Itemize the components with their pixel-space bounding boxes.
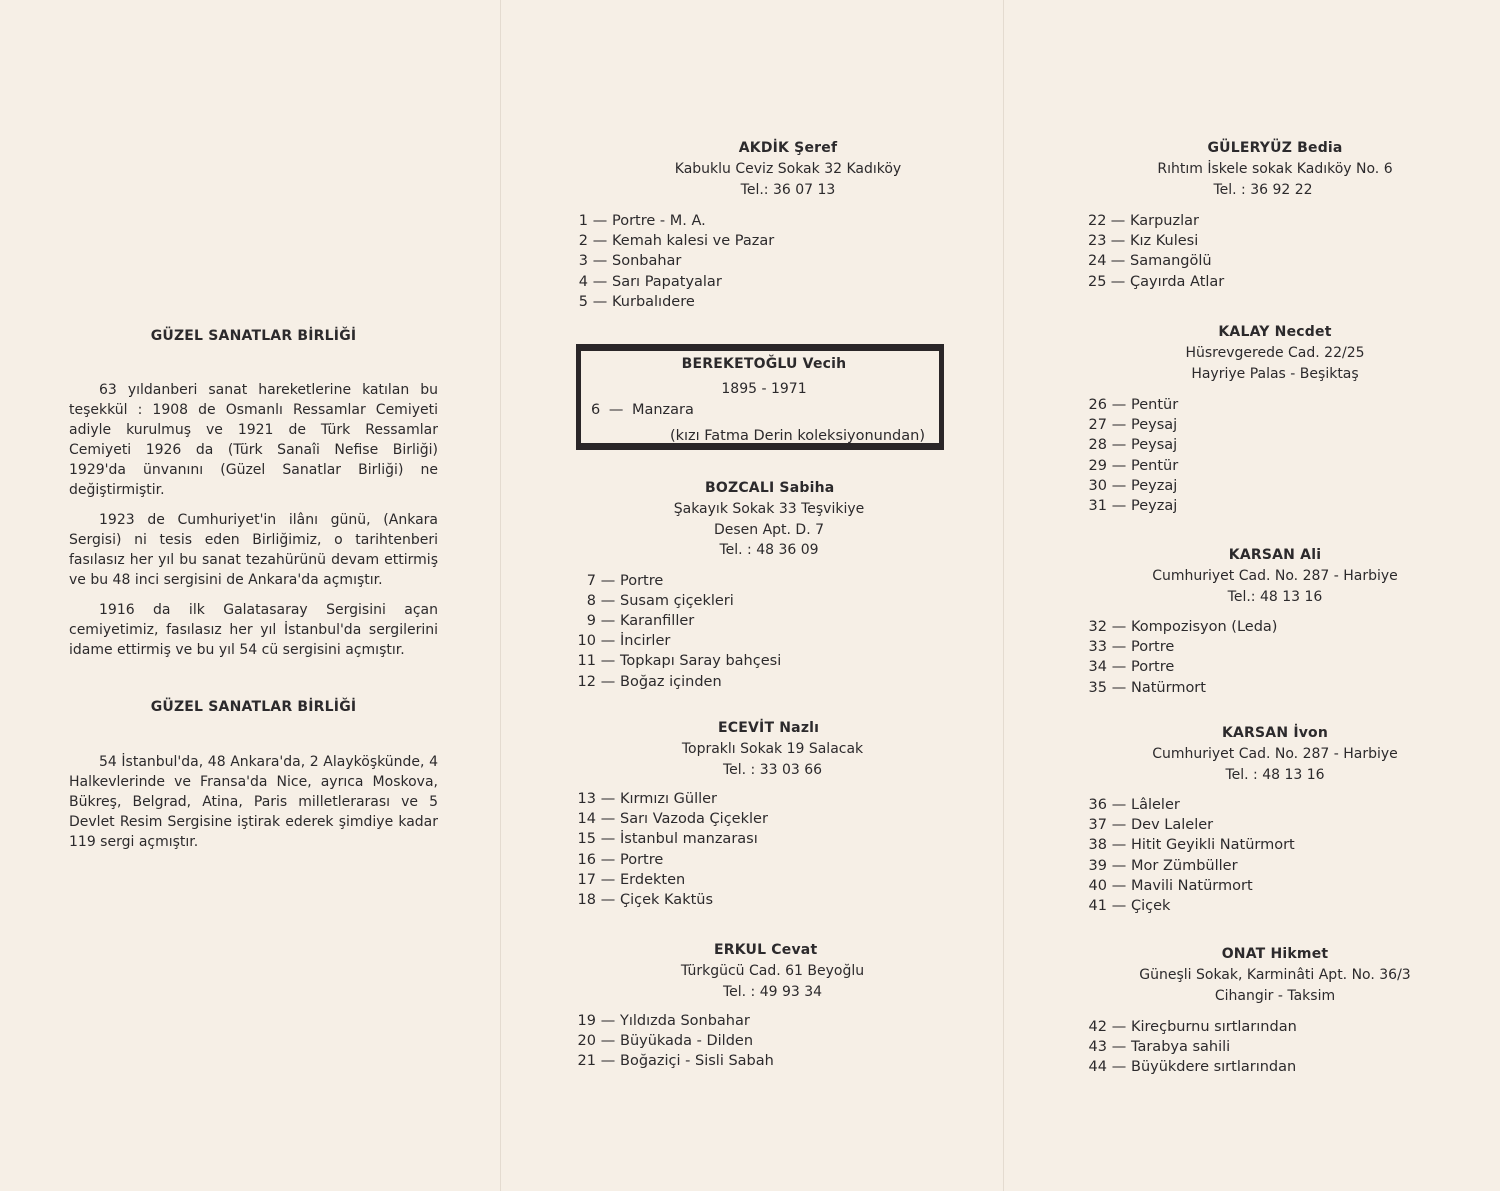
dash: — [1111,639,1127,656]
fold-line-right [1003,0,1004,1191]
work-list [1088,617,1468,698]
artist-address-line-2: Desen Apt. D. 7 [713,521,825,538]
dash: — [1111,898,1127,915]
dash: — [1111,1039,1127,1056]
work-item [1088,637,1468,657]
work-title: Büyükdere sırtlarından [1131,1059,1297,1076]
dash: — [1111,659,1127,676]
work-title: Sonbahar [612,253,682,270]
paragraph-istanbul: 1916 da ilk Galatasaray Sergisini açan cemiyetimiz, fasılasız her yıl İstanbul'da sergilerini idame ettirmiş ve bu yıl 54 cü sergisini açmıştır. [69,602,438,658]
work-title: Erdekten [620,871,686,888]
work-number: 21 [577,1053,596,1070]
work-number: 2 [578,233,588,250]
work-number: 31 [1088,498,1107,515]
dash: — [600,831,616,848]
artist-address: Hüsrevgerede Cad. 22/25 [1185,345,1365,361]
work-item [560,1051,970,1071]
work-item [1088,856,1468,876]
work-number: 11 [577,653,596,670]
paragraph-history: 63 yıldanberi sanat hareketlerine katılan bu teşekkül : 1908 de Osmanlı Ressamlar Cemiyeti adiyle kurulmuş ve 1921 de Türk Ressamlar Cemiyeti 1926 da (Türk Sanaîi Nefise Birliği) 1929'da ünvanını (Güzel Sanatlar Birliği) ne değiştirmiştir. [69,382,438,498]
work-title: Tarabya sahili [1131,1039,1231,1056]
work-title: Mavili Natürmort [1131,877,1253,894]
work-item [1088,835,1468,855]
work-title: Kız Kulesi [1130,233,1199,250]
work-item [591,402,694,418]
artist-address-line-2: Hayriye Palas - Beşiktaş [1191,365,1359,382]
work-item [560,1011,970,1031]
artist-name: BEREKETOĞLU Vecih [681,356,847,372]
work-number: 38 [1088,837,1107,854]
left-heading-2: GÜZEL SANATLAR BİRLİĞİ [150,699,357,715]
artist-block-erkul [560,942,970,1072]
work-item [560,211,970,231]
work-title: Portre [620,572,664,589]
work-number: 14 [577,811,596,828]
work-number: 33 [1088,639,1107,656]
work-number: 27 [1088,417,1107,434]
work-number: 32 [1088,619,1107,635]
work-item [560,631,970,651]
work-title: Portre [620,851,664,868]
left-heading-1: GÜZEL SANATLAR BİRLİĞİ [150,328,357,344]
left-exhibitions-text [69,752,438,862]
artist-block-guleryuz [1088,140,1468,292]
artist-address: Cumhuriyet Cad. No. 287 - Harbiye [1152,568,1398,584]
artist-block-kalay [1088,324,1468,516]
work-title: Çiçek Kaktüs [620,892,714,909]
work-number: 42 [1088,1019,1107,1035]
dash: — [1111,877,1127,894]
dash: — [1110,233,1126,250]
work-title: Boğaziçi - Sisli Sabah [620,1053,774,1070]
work-item [1088,617,1468,637]
work-item [1088,795,1468,815]
work-number: 1 [578,213,588,229]
dash: — [1111,817,1127,834]
dash: — [1111,498,1127,515]
dash: — [600,592,616,609]
work-number: 19 [577,1013,596,1029]
work-title: Kireçburnu sırtlarından [1131,1019,1297,1035]
artist-phone: Tel. : 48 13 16 [1225,766,1325,783]
artist-name: KARSAN İvon [1221,725,1329,741]
work-number: 5 [578,293,588,310]
work-title: Portre - M. A. [612,213,706,229]
artist-phone: Tel.: 48 13 16 [1227,588,1323,605]
work-number: 43 [1088,1039,1107,1056]
artist-phone: Tel. : 49 93 34 [722,983,823,1000]
work-item [1088,211,1468,231]
dash: — [600,653,616,670]
dash: — [1111,797,1127,813]
fold-line-left [500,0,501,1191]
work-list [560,571,970,692]
work-number: 41 [1088,898,1107,915]
work-item [560,231,970,251]
work-title: Peysaj [1131,417,1178,434]
work-title: Sarı Papatyalar [612,273,722,290]
work-list [1088,211,1468,292]
dash: — [600,572,616,589]
dash: — [1110,253,1126,270]
work-title: Topkapı Saray bahçesi [620,653,782,670]
artist-name: KALAY Necdet [1218,324,1332,340]
work-number: 26 [1088,397,1107,413]
work-title: Çiçek [1131,898,1171,915]
work-item [1088,251,1468,271]
work-title: Karanfiller [620,612,695,629]
work-title: Peyzaj [1131,477,1178,494]
work-item [1088,896,1468,916]
work-item [560,789,970,809]
artist-phone: Tel. : 33 03 66 [722,761,823,778]
work-number: 3 [578,253,588,270]
dash: — [1111,417,1127,434]
work-title: Portre [1131,639,1175,656]
dash: — [600,851,616,868]
dash: — [1111,397,1127,413]
artist-phone: Tel.: 36 07 13 [740,181,836,198]
artist-address: Türkgücü Cad. 61 Beyoğlu [680,963,865,979]
work-item [1088,272,1468,292]
work-item [560,591,970,611]
dash: — [600,871,616,888]
dash: — [592,253,608,270]
work-number: 10 [577,633,596,650]
dash: — [1111,457,1127,474]
work-item [560,292,970,312]
work-item [1088,1057,1468,1077]
artist-address-line-2: Cihangir - Taksim [1214,987,1336,1004]
dash: — [600,892,616,909]
work-number: 18 [577,892,596,909]
work-item [1088,678,1468,698]
dash: — [592,293,608,310]
paragraph-exhibitions: 54 İstanbul'da, 48 Ankara'da, 2 Alayköşkünde, 4 Halkevlerinde ve Fransa'da Nice, ayrıca Moskova, Bükreş, Belgrad, Atina, Paris milletlerarası ve 5 Devlet Resim Sergisine iştirak ederek şimdiye kadar 119 sergi açmıştır. [69,754,438,850]
work-number: 9 [586,612,596,629]
work-item [1088,415,1468,435]
work-item [560,870,970,890]
left-intro-text [69,380,438,670]
artist-phone: Tel. : 36 92 22 [1213,181,1313,198]
work-number: 16 [577,851,596,868]
artist-address: Şakayık Sokak 33 Teşvikiye [673,501,865,517]
work-number: 24 [1088,253,1107,270]
work-title: Karpuzlar [1130,213,1199,229]
work-number: 7 [586,572,596,589]
dash: — [1111,1059,1127,1076]
work-list [560,1011,970,1072]
work-item [560,890,970,910]
artist-name: ECEVİT Nazlı [718,720,820,736]
work-item [560,651,970,671]
work-item [1088,815,1468,835]
work-title: Sarı Vazoda Çiçekler [620,811,768,828]
work-title: Manzara [631,402,694,418]
work-title: Kemah kalesi ve Pazar [612,233,775,250]
work-list [1088,795,1468,916]
work-title: Kompozisyon (Leda) [1131,619,1278,635]
work-number: 30 [1088,477,1107,494]
work-title: Mor Zümbüller [1131,857,1238,874]
dash: — [600,1013,616,1029]
work-item [1088,476,1468,496]
work-number: 8 [586,592,596,609]
artist-block-onat [1088,946,1468,1078]
artist-address: Rıhtım İskele sokak Kadıköy No. 6 [1157,161,1393,177]
dash: — [600,811,616,828]
dash: — [600,791,616,807]
work-title: Hitit Geyikli Natürmort [1131,837,1295,854]
work-title: Pentür [1131,397,1179,413]
dash: — [600,612,616,629]
work-number: 15 [577,831,596,848]
work-number: 37 [1088,817,1107,834]
work-number: 4 [578,273,588,290]
work-title: Natürmort [1131,679,1206,696]
work-number: 44 [1088,1059,1107,1076]
work-item [1088,395,1468,415]
work-number: 40 [1088,877,1107,894]
work-title: Büyükada - Dilden [620,1033,754,1050]
work-item [1088,456,1468,476]
work-number: 20 [577,1033,596,1050]
work-item [1088,1017,1468,1037]
work-title: İstanbul manzarası [620,831,758,848]
work-item [560,611,970,631]
work-title: Çayırda Atlar [1130,273,1225,290]
dash: — [600,1053,616,1070]
dash: — [600,1033,616,1050]
work-item [1088,435,1468,455]
artist-address: Güneşli Sokak, Karminâti Apt. No. 36/3 [1139,967,1411,983]
work-title: Peysaj [1131,437,1178,454]
work-number: 28 [1088,437,1107,454]
work-item [1088,231,1468,251]
artist-name: AKDİK Şeref [738,140,838,156]
work-number: 13 [577,791,596,807]
dash: — [592,233,608,250]
work-title: Kurbalıdere [612,293,695,310]
work-title: Portre [1131,659,1175,676]
work-list [560,211,970,312]
work-title: Boğaz içinden [620,673,722,690]
work-item [560,272,970,292]
dash: — [1111,679,1127,696]
work-number: 12 [577,673,596,690]
artist-phone: Tel. : 48 36 09 [719,542,819,558]
dash: — [1111,857,1127,874]
dash: — [1111,437,1127,454]
work-item [1088,1037,1468,1057]
work-list [1088,1017,1468,1078]
work-item [1088,876,1468,896]
work-number: 25 [1088,273,1107,290]
work-title: Dev Laleler [1131,817,1214,834]
artist-name: ONAT Hikmet [1221,946,1329,962]
artist-address: Cumhuriyet Cad. No. 287 - Harbiye [1152,746,1398,762]
work-number: 35 [1088,679,1107,696]
dash: — [1111,837,1127,854]
artist-name: ERKUL Cevat [714,942,818,958]
dash: — [1110,213,1126,229]
work-item [560,251,970,271]
work-title: Lâleler [1131,797,1180,813]
dash: — [1111,477,1127,494]
artist-block-karsan-ali [1088,547,1468,698]
dash: — [1111,1019,1127,1035]
work-title: Susam çiçekleri [620,592,734,609]
work-title: Peyzaj [1131,498,1178,515]
artist-name: BOZCALI Sabiha [705,480,835,496]
work-title: Samangölü [1130,253,1212,270]
work-number: 36 [1088,797,1107,813]
artist-years: 1895 - 1971 [721,381,807,397]
dash: — [1111,619,1127,635]
work-number: 39 [1088,857,1107,874]
artist-block-akdik [560,140,970,312]
work-number: 22 [1088,213,1107,229]
work-item [560,672,970,692]
work-title: Yıldızda Sonbahar [620,1013,750,1029]
artist-address: Topraklı Sokak 19 Salacak [681,741,864,757]
work-number: 6 [591,402,601,418]
work-item [560,571,970,591]
work-number: 23 [1088,233,1107,250]
artist-block-bozcali [560,480,970,692]
work-item [1088,496,1468,516]
dash: — [608,402,624,418]
dash: — [600,633,616,650]
work-item [560,829,970,849]
work-list [560,789,970,910]
paragraph-ankara: 1923 de Cumhuriyet'in ilânı günü, (Ankara Sergisi) ni tesis eden Birliğimiz, o tarihtenberi fasılasız her yıl bu sanat tezahürünü devam ettirmiş ve bu 48 inci sergisini de Ankara'da açmıştır. [69,512,438,588]
collection-note: (kızı Fatma Derin koleksiyonundan) [669,428,925,444]
artist-address: Kabuklu Ceviz Sokak 32 Kadıköy [674,161,902,177]
dash: — [592,213,608,229]
work-list [1088,395,1468,516]
artist-name: GÜLERYÜZ Bedia [1207,140,1343,156]
work-title: Pentür [1131,457,1179,474]
work-title: Kırmızı Güller [620,791,718,807]
work-number: 29 [1088,457,1107,474]
artist-block-karsan-ivon [1088,725,1468,916]
work-item [1088,657,1468,677]
work-number: 17 [577,871,596,888]
artist-name: KARSAN Ali [1228,547,1322,563]
dash: — [600,673,616,690]
work-item [560,809,970,829]
work-item [560,850,970,870]
work-number: 34 [1088,659,1107,676]
artist-block-ecevit [560,720,970,910]
work-title: İncirler [620,633,671,650]
memorial-box-bereketoglu [576,344,944,450]
work-item [560,1031,970,1051]
dash: — [1110,273,1126,290]
dash: — [592,273,608,290]
